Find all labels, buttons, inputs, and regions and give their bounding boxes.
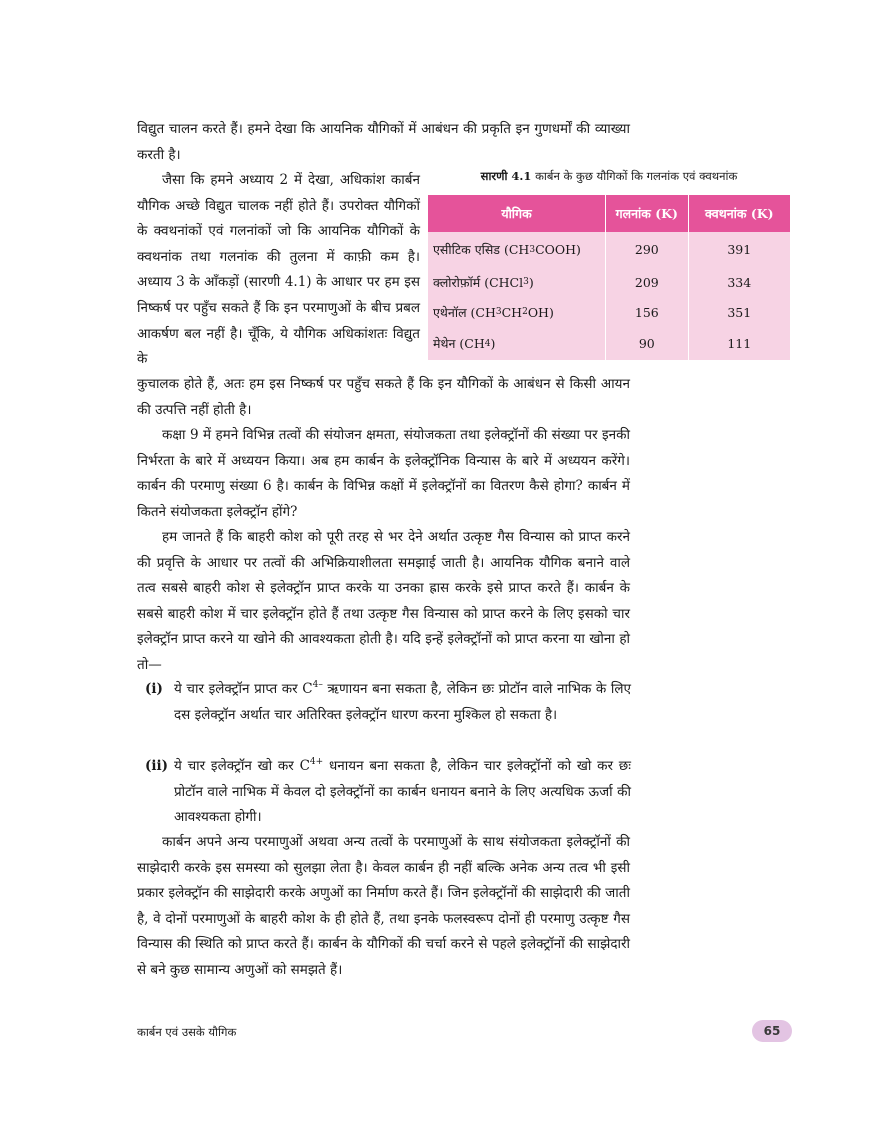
table-header-boiling: क्वथनांक (K) bbox=[688, 195, 790, 232]
melting-boiling-table bbox=[428, 195, 790, 360]
table-cell-boiling: 391 bbox=[688, 232, 790, 267]
table-cell-compound: एथेनॉल (CH 3 CH 2 OH) bbox=[433, 304, 554, 320]
table-header-compound: यौगिक bbox=[501, 206, 532, 221]
table-cell-melting: 209 bbox=[605, 267, 688, 297]
paragraph-noble-gas: हम जानते हैं कि बाहरी कोश को पूरी तरह से भर देने अर्थात उत्कृष्ट गैस विन्यास को प्राप्त करने की प्रवृत्ति के आधार पर तत्वों की अभिक्रियाशीलता समझाई जाती है। आयनिक यौगिक बनाने वाले तत्व सबसे बाहरी कोश से इलेक्ट्रॉन प्राप्त करके या उनका ह्रास करके इसे प्राप्त करते हैं। कार्बन के सबसे बाहरी कोश में चार इलेक्ट्रॉन होते हैं तथा उत्कृष्ट गैस विन्यास को प्राप्त करने के लिए इसको चार इलेक्ट्रॉन प्राप्त करने या खोने की आवश्यकता होती है। यदि इन्हें इलेक्ट्रॉनों को प्राप्त करना या खोना हो तो— bbox=[137, 529, 630, 673]
table-cell-compound: मेथेन (CH 4 ) bbox=[433, 336, 496, 351]
list-item-text: ये चार इलेक्ट्रॉन प्राप्त कर $C^{4-}$ ऋणायन बना सकता है, लेकिन छः प्रोटॉन वाले नाभिक के लिए दस इलेक्ट्रॉन अर्थात चार अतिरिक्त इलेक्ट्रॉन धारण करना मुश्किल हो सकता है। bbox=[174, 680, 631, 723]
paragraph-electronic-config: कक्षा 9 में हमने विभिन्न तत्वों की संयोजन क्षमता, संयोजकता तथा इलेक्ट्रॉनों की संख्या पर इनकी निर्भरता के बारे में अध्ययन किया। अब हम कार्बन के इलेक्ट्रॉनिक विन्यास के बारे में अध्ययन करेंगे। कार्बन की परमाणु संख्या 6 है। कार्बन के विभिन्न कक्षों में इलेक्ट्रॉनों का वितरण कैसे होगा? कार्बन में कितने संयोजकता इलेक्ट्रॉन होंगे? bbox=[137, 427, 630, 520]
list-item-text: ये चार इलेक्ट्रॉन खो कर $C^{4+}$ धनायन बना सकता है, लेकिन चार इलेक्ट्रॉनों को खो कर छः प्रोटॉन वाले नाभिक में केवल दो इलेक्ट्रॉनों का कार्बन धनायन बनाने के लिए अत्यधिक ऊर्जा की आवश्यकता होगी। bbox=[174, 757, 631, 826]
table-header-row bbox=[428, 195, 790, 232]
paragraph-electron-sharing: कार्बन अपने अन्य परमाणुओं अथवा अन्य तत्वों के परमाणुओं के साथ संयोजकता इलेक्ट्रॉनों की साझेदारी करके इस समस्या को सुलझा लेता है। केवल कार्बन ही नहीं बल्कि अनेक अन्य तत्व भी इसी प्रकार इलेक्ट्रॉन की साझेदारी करके अणुओं का निर्माण करते हैं। जिन इलेक्ट्रॉनों की साझेदारी की जाती है, वे दोनों परमाणुओं के बाहरी कोश के ही होते हैं, तथा इनके फलस्वरूप दोनों ही परमाणु उत्कृष्ट गैस विन्यास की स्थिति को प्राप्त करते हैं। कार्बन के यौगिकों की चर्चा करने से पहले इलेक्ट्रॉनों की साझेदारी से बने कुछ सामान्य अणुओं को समझते हैं। bbox=[137, 834, 630, 978]
page-number-badge: 65 bbox=[752, 1020, 792, 1042]
table-cell-boiling: 334 bbox=[688, 267, 790, 297]
list-item bbox=[145, 754, 631, 831]
footer-chapter-title: कार्बन एवं उसके यौगिक bbox=[137, 1025, 237, 1039]
table-caption-text: कार्बन के कुछ यौगिकों कि गलनांक एवं क्वथनांक bbox=[531, 169, 738, 183]
paragraph-carbon-compounds-cont: कुचालक होते हैं, अतः हम इस निष्कर्ष पर पहुँच सकते हैं कि इन यौगिकों के आबंधन से किसी आयन की उत्पत्ति नहीं होती है। bbox=[137, 376, 630, 418]
table-cell-melting: 90 bbox=[605, 327, 688, 360]
paragraph-intro: विद्युत चालन करते हैं। हमने देखा कि आयनिक यौगिकों में आबंधन की प्रकृति इन गुणधर्मों की व्याख्या करती है। bbox=[137, 121, 630, 163]
table-row bbox=[428, 267, 790, 297]
table-header-melting: गलनांक (K) bbox=[605, 195, 688, 232]
list-item-number: (i) bbox=[145, 681, 163, 697]
table-row bbox=[428, 297, 790, 327]
table-caption bbox=[428, 167, 790, 185]
table-cell-boiling: 111 bbox=[688, 327, 790, 360]
table-row bbox=[428, 232, 790, 267]
paragraph-carbon-compounds: जैसा कि हमने अध्याय 2 में देखा, अधिकांश कार्बन यौगिक अच्छे विद्युत चालक नहीं होते हैं। उपरोक्त यौगिकों के क्वथनांकों एवं गलनांकों जो कि आयनिक यौगिकों के क्वथनांक तथा गलनांक की तुलना में काफ़ी कम है। अध्याय 3 के आँकड़ों (सारणी 4.1) के आधार पर हम इस निष्कर्ष पर पहुँच सकते हैं कि इन परमाणुओं के बीच प्रबल आकर्षण बल नहीं है। चूँकि, ये यौगिक अधिकांशतः विद्युत के bbox=[137, 172, 420, 368]
table-cell-boiling: 351 bbox=[688, 297, 790, 327]
table-cell-melting: 156 bbox=[605, 297, 688, 327]
list-item-number: (ii) bbox=[145, 758, 169, 774]
table-cell-compound: क्लोरोफ़ॉर्म (CHCl 3 ) bbox=[433, 274, 534, 290]
table-caption-label: सारणी 4.1 bbox=[480, 169, 532, 183]
list-item bbox=[145, 677, 631, 728]
table-cell-compound: एसीटिक एसिड (CH 3 COOH) bbox=[433, 242, 581, 257]
table-row bbox=[428, 327, 790, 360]
table-cell-melting: 290 bbox=[605, 232, 688, 267]
